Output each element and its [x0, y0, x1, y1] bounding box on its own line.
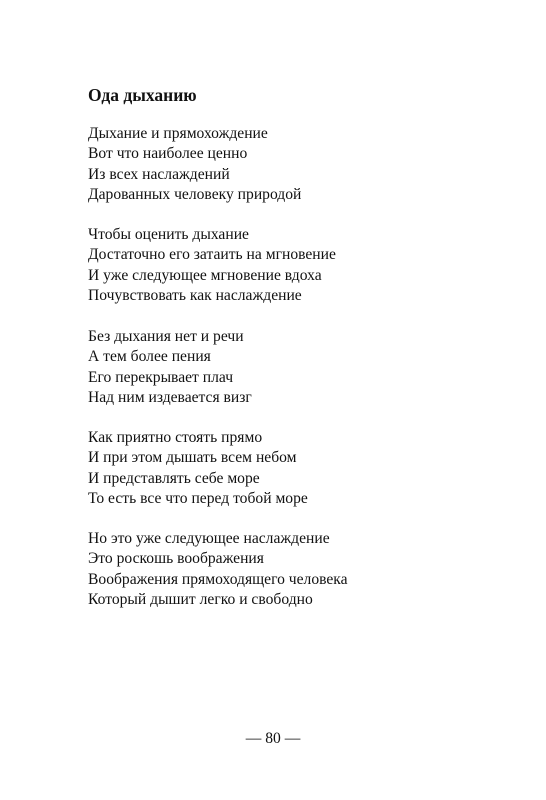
page-number: — 80 — [245, 730, 301, 747]
poem-line: И при этом дышать всем небом [88, 449, 297, 467]
poem-line: Почувствовать как наслаждение [88, 286, 302, 304]
poem-title: Ода дыханию [88, 85, 197, 105]
poem-line: Дарованных человеку природой [88, 185, 302, 203]
poem-line: Достаточно его затаить на мгновение [88, 246, 336, 264]
poem-line: Это роскошь воображения [88, 550, 264, 568]
poem-stanza-3 [88, 327, 252, 408]
poem-line: Дыхание и прямохождение [88, 125, 268, 142]
poem-stanza-2 [88, 225, 336, 306]
poem-stanza-5 [88, 529, 348, 610]
poem-line: Как приятно стоять прямо [88, 429, 263, 446]
poem-stanza-4 [88, 428, 308, 509]
poem-line: То есть все что перед тобой море [88, 489, 308, 507]
poem-line: А тем более пения [88, 348, 211, 366]
poem-line: Из всех наслаждений [88, 165, 230, 183]
poem-stanza-1 [88, 124, 301, 205]
poem-line: Его перекрывает плач [88, 368, 234, 386]
poem-line: Который дышит легко и свободно [88, 590, 313, 608]
poem-line: Но это уже следующее наслаждение [88, 530, 330, 547]
poem-line: Чтобы оценить дыхание [88, 226, 249, 243]
poem-line: И представлять себе море [88, 469, 260, 487]
poem-line: Вот что наиболее ценно [88, 145, 248, 163]
poem-line: И уже следующее мгновение вдоха [88, 266, 322, 284]
poem-line: Воображения прямоходящего человека [88, 570, 348, 588]
poem-line: Без дыхания нет и речи [88, 328, 244, 345]
poem-line: Над ним издевается визг [88, 388, 252, 406]
